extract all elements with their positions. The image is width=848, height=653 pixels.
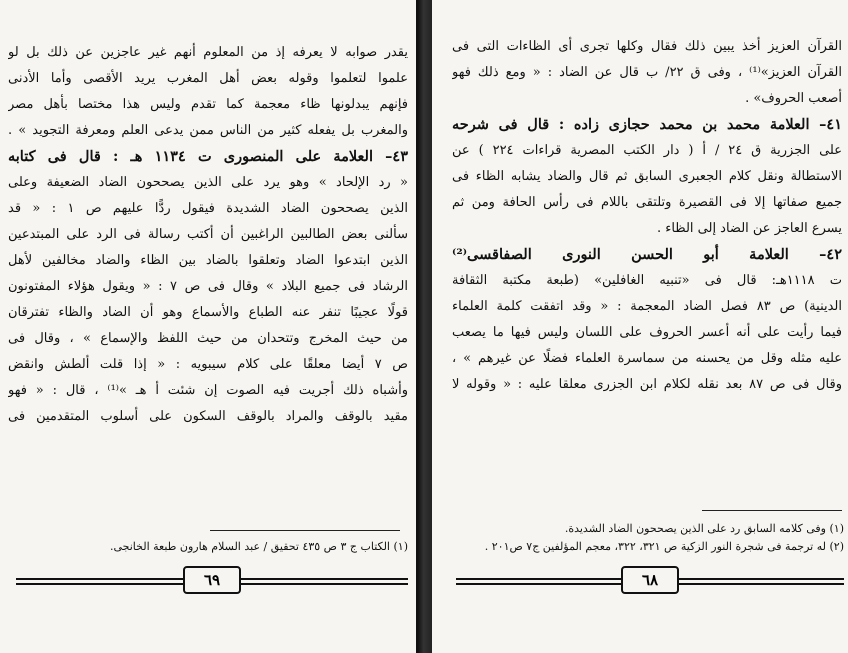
text-line: القرآن العزيز»⁽¹⁾ ، وفى ق ٢٢/ ب قال عن الضاد : « ومع ذلك فهو	[452, 65, 842, 80]
section-heading-42: ٤٢– العلامة أبو الحسن النورى الصفاقسى⁽²⁾	[452, 246, 842, 263]
text-line: « رد الإلحاد » وهو يرد على الذين يصححون الضاد الضعيفة وعلى	[8, 175, 408, 190]
right-footnotes	[454, 520, 844, 556]
left-page	[0, 0, 418, 653]
text-line: أصعب الحروف» .	[745, 91, 842, 106]
footnote: (١) الكتاب ج ٣ ص ٤٣٥ تحقيق / عبد السلام هارون طبعة الخانجى.	[109, 540, 408, 553]
text-line: القرآن العزيز أخذ يبين ذلك فقال وكلها تجرى أى الظاءات التى فى	[452, 39, 842, 54]
footnote: (١) وفى كلامه السابق رد على الذين يصححون الضاد الشديدة.	[564, 522, 844, 535]
text-line: وقال فى ص ٨٧ بعد نقله لكلام ابن الجزرى معلقا عليه : « وقوله لا	[452, 377, 842, 392]
text-line: على الجزرية ق ٢٤ / أ ( دار الكتب المصرية قراءات ٢٢٤ ) عن	[452, 143, 842, 158]
footnote-divider	[210, 530, 400, 531]
book-gutter	[418, 0, 432, 653]
text-line: الذين يصححون الضاد الشديدة فيقول ردًّا عليهم ص ١ : « قد	[8, 201, 408, 216]
left-footnotes	[20, 538, 408, 556]
text-line: فيما رأيت على أنه أعسر الحروف على اللسان وليس فيها ما يصعب	[452, 325, 842, 340]
text-line: علموا لتعلموا وقوله بعض أهل المغرب يريد الأقصى وأما الأدنى	[8, 71, 408, 86]
left-body-text	[8, 40, 408, 430]
text-line: مقيد بالوقف والمراد بالوقف السكون على أسلوب المتقدمين فى	[8, 409, 408, 424]
text-line: وأشباه ذلك أجريت فيه الصوت إن شئت أ هـ »⁽¹⁾ ، قال : « فهو	[8, 383, 408, 398]
text-line: ص ٧ أيضا معلقًا على كلام سيبويه : « إذا قلت ألطش وانقض	[8, 357, 408, 372]
text-line: الاستطالة ونقل كلام الجعبرى السابق ثم قال والضاد يشابه الظاء فى	[452, 169, 842, 184]
right-body-text	[452, 34, 842, 398]
text-line: سألنى بعض الطالبين الراغبين أن أكتب رسالة فى الرد على المبتدعين	[8, 227, 408, 242]
right-page	[432, 0, 848, 653]
page-number-frame	[16, 566, 408, 592]
section-heading-43: ٤٣– العلامة على المنصورى ت ١١٣٤ هـ : قال فى كتابه	[8, 148, 408, 165]
text-line: فإنهم يبدلونها ظاء معجمة كما تقدم وليس هذا مختصا بأهل مصر	[8, 97, 408, 112]
section-heading-41: ٤١– العلامة محمد بن محمد حجازى زاده : قال فى شرحه	[452, 116, 842, 133]
text-line: والمغرب بل يفعله كثير من الناس ممن يدعى العلم ومعرفة التجويد » .	[8, 123, 408, 138]
footnote: (٢) له ترجمة فى شجرة النور الزكية ص ٣٢١، ٣٢٢، معجم المؤلفين ج٧ ص٢٠١ .	[484, 540, 844, 553]
text-line: الرشاد فى جميع البلاد » وقال فى ص ٧ : « ويقول هؤلاء المفتونون	[8, 279, 408, 294]
text-line: من حيث المخرج وتتحدان من حيث اللفظ والإسماع » ، وقال فى	[8, 331, 408, 346]
text-line: الذين ابتدعوا الضاد وتعلقوا بالضاد بين الظاء والضاد مخالفين لأهل	[8, 253, 408, 268]
text-line: قولًا عجيبًا تنفر عنه الطباع والأسماع وهو أن الضاد والظاء تفترقان	[8, 305, 408, 320]
text-line: يقدر صوابه لا يعرفه إذ من المعلوم أنهم غير عاجزين عن ذلك بل لو	[8, 45, 408, 60]
text-line: جميع صفاتها إلا فى القصيرة وتلتقى باللام فى رأس الحافة ومن ثم	[452, 195, 842, 210]
page-number-frame	[456, 566, 844, 592]
page-number: ٦٩	[183, 566, 241, 594]
text-line: ت ١١١٨هـ: قال فى «تنبيه الغافلين» (طبعة مكتبة الثقافة	[452, 273, 842, 288]
footnote-divider	[702, 510, 842, 511]
text-line: يسرع العاجز عن الضاد إلى الظاء .	[656, 221, 842, 236]
text-line: عليه مثله وقل من يحسنه من سماسرة العلماء فضلًا عن غيرهم » ،	[452, 351, 842, 366]
page-number: ٦٨	[621, 566, 679, 594]
text-line: الدينية) ص ٨٣ فصل الضاد المعجمة : « وقد اتفقت كلمة العلماء	[452, 299, 842, 314]
